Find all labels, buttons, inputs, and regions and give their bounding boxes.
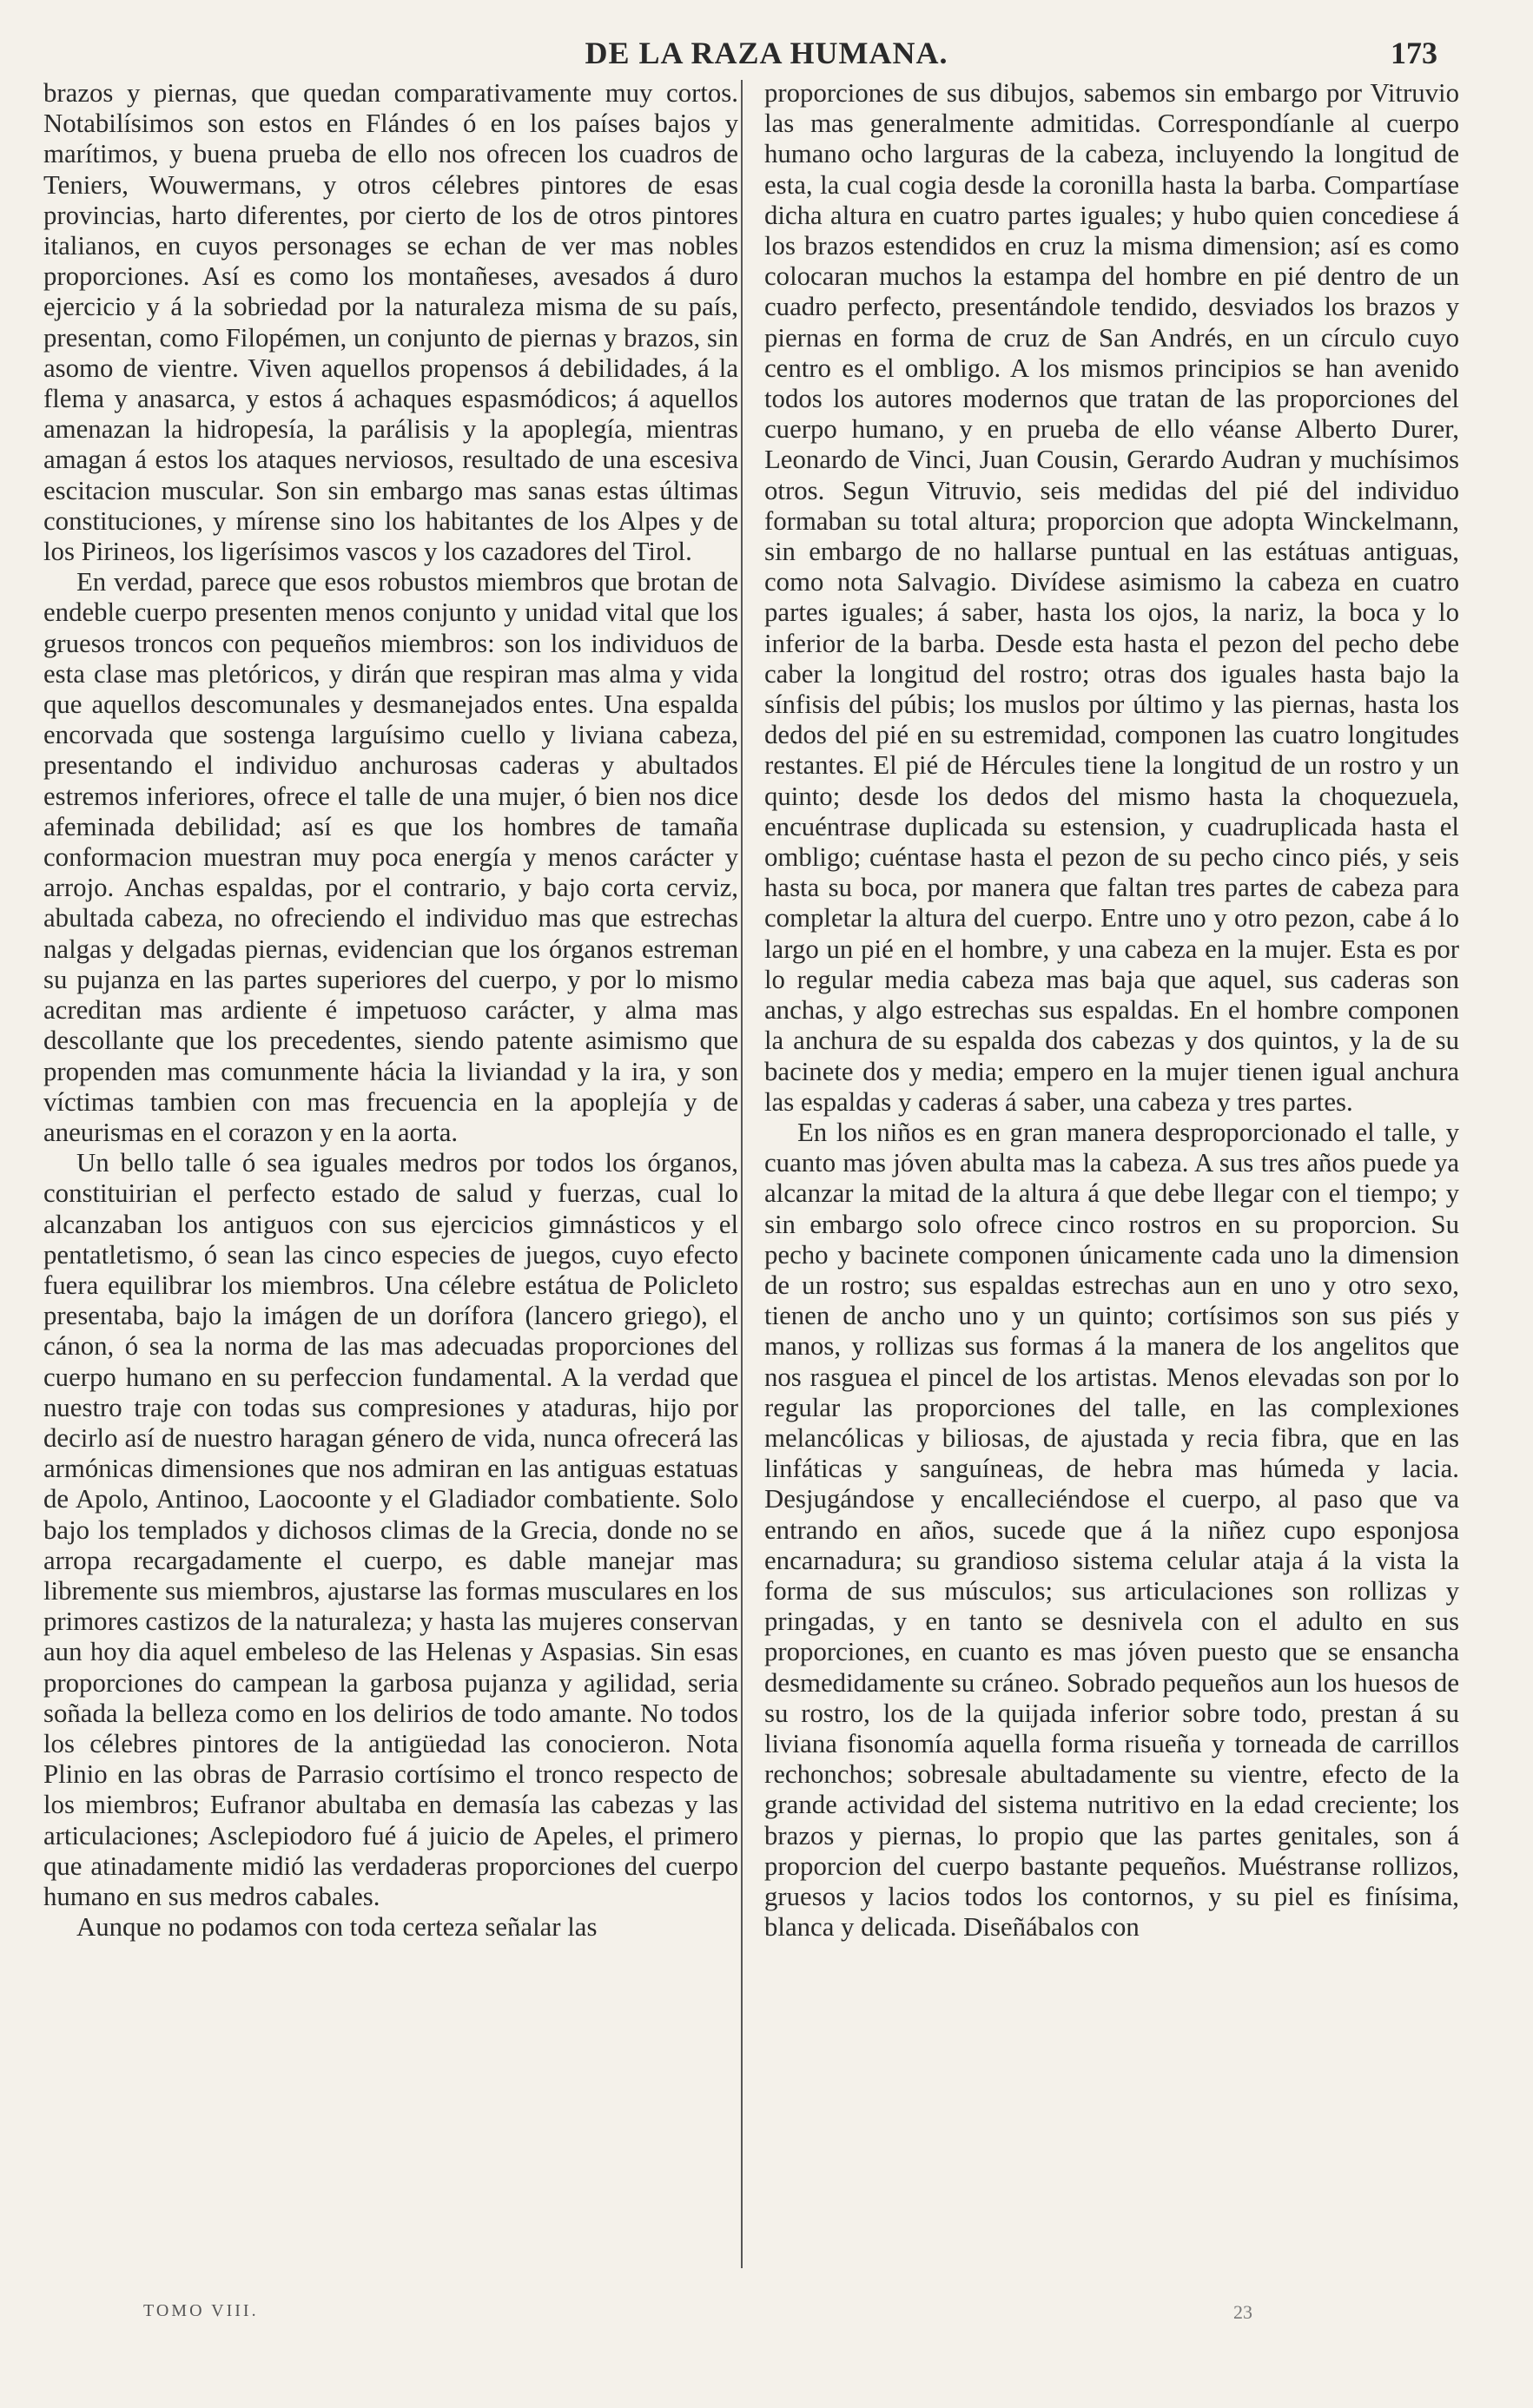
page-number: 173 <box>1391 36 1437 70</box>
running-title: DE LA RAZA HUMANA. <box>585 36 948 70</box>
paragraph: brazos y piernas, que quedan comparativamente muy cortos. Notabilísimos son estos en Flándes ó en los países bajos y marítimos, y buena prueba de ello nos ofrecen los cuadros de Teniers, Wouwermans, y otros célebres pintores de esas provincias, harto diferentes, por cierto de los de otros pintores italianos, en cuyos personages se echan de ver mas nobles proporciones. Así es como los montañeses, avesados á duro ejercicio y á la sobriedad por la naturaleza misma de su país, presentan, como Filopémen, un conjunto de piernas y brazos, sin asomo de vientre. Viven aquellos propensos á debilidades, á la flema y anasarca, y estos á achaques espasmódicos; á aquellos amenazan la hidropesía, la parálisis y la apoplegía, mientras amagan á estos los ataques nerviosos, resultado de una escesiva escitacion muscular. Son sin embargo mas sanas estas últimas constituciones, y mírense sino los habitantes de los Alpes y de los Pirineos, los ligerísimos vascos y los cazadores del Tirol. <box>43 78 738 567</box>
left-column <box>43 78 738 2275</box>
page-header <box>0 35 1533 78</box>
right-column <box>764 78 1459 2275</box>
paragraph: proporciones de sus dibujos, sabemos sin embargo por Vitruvio las mas generalmente admitidas. Correspondíanle al cuerpo humano ocho larguras de la cabeza, incluyendo la longitud de esta, la cual cogia desde la coronilla hasta la barba. Compartíase dicha altura en cuatro partes iguales; y hubo quien concediese á los brazos estendidos en cruz la misma dimension; así es como colocaran muchos la estampa del hombre en pié dentro de un cuadro perfecto, presentándole tendido, desviados los brazos y piernas en forma de cruz de San Andrés, en un círculo cuyo centro es el ombligo. A los mismos principios se han avenido todos los autores modernos que tratan de las proporciones del cuerpo humano, y en prueba de ello véanse Alberto Durer, Leonardo de Vinci, Juan Cousin, Gerardo Audran y muchísimos otros. Segun Vitruvio, seis medidas del pié del individuo formaban su total altura; proporcion que adopta Winckelmann, sin embargo de no hallarse puntual en las estátuas antiguas, como nota Salvagio. Divídese asimismo la cabeza en cuatro partes iguales; á saber, hasta los ojos, la nariz, la boca y lo inferior de la barba. Desde esta hasta el pezon del pecho debe caber la longitud del rostro; otras dos iguales hasta bajo la sínfisis del púbis; los muslos por último y las piernas, hasta los dedos del pié en su estremidad, componen las cuatro longitudes restantes. El pié de Hércules tiene la longitud de un rostro y un quinto; desde los dedos del mismo hasta la choquezuela, encuéntrase duplicada su estension, y cuadruplicada hasta el ombligo; cuéntase hasta el pezon de su pecho cinco piés, y seis hasta su boca, por manera que faltan tres partes de cabeza para completar la altura del cuerpo. Entre uno y otro pezon, cabe á lo largo un pié en el hombre, y una cabeza en la mujer. Esta es por lo regular media cabeza mas baja que aquel, sus caderas son anchas, y algo estrechas sus espaldas. En el hombre componen la anchura de su espalda dos cabezas y dos quintos, y la de su bacinete dos y media; empero en la mujer tienen igual anchura las espaldas y caderas á saber, una cabeza y tres partes. <box>764 78 1459 1117</box>
page-footer <box>0 2301 1533 2336</box>
volume-signature: TOMO VIII. <box>143 2301 259 2320</box>
sheet-signature: 23 <box>1233 2301 1252 2323</box>
paragraph: En los niños es en gran manera desproporcionado el talle, y cuanto mas jóven abulta mas la cabeza. A sus tres años puede ya alcanzar la mitad de la altura á que debe llegar con el tiempo; y sin embargo solo ofrece cinco rostros en su proporcion. Su pecho y bacinete componen únicamente cada uno la dimension de un rostro; sus espaldas estrechas aun en uno y otro sexo, tienen de ancho uno y un quinto; cortísimos son sus piés y manos, y rollizas sus formas á la manera de los angelitos que nos rasguea el pincel de los artistas. Menos elevadas son por lo regular las proporciones del talle, en las complexiones melancólicas y biliosas, de ajustada y recia fibra, que en las linfáticas y sanguíneas, de hebra mas húmeda y lacia. Desjugándose y encalleciéndose el cuerpo, al paso que va entrando en años, sucede que á la niñez cupo esponjosa encarnadura; su grandioso sistema celular ataja á la vista la forma de sus músculos; sus articulaciones son rollizas y pringadas, y en tanto se desnivela con el adulto en sus proporciones, en cuanto es mas jóven puesto que se ensancha desmedidamente su cráneo. Sobrado pequeños aun los huesos de su rostro, los de la quijada inferior sobre todo, prestan á su liviana fisonomía aquella forma risueña y torneada de carrillos rechonchos; sobresale abultadamente su vientre, efecto de la grande actividad del sistema nutritivo en la edad creciente; los brazos y piernas, lo propio que las partes genitales, son á proporcion del cuerpo bastante pequeños. Muéstranse rollizos, gruesos y lacios todos los contornos, y su piel es finísima, blanca y delicada. Diseñábalos con <box>764 1117 1459 1943</box>
paragraph: Aunque no podamos con toda certeza señalar las <box>76 1912 598 1943</box>
column-divider <box>741 80 743 2268</box>
paragraph: En verdad, parece que esos robustos miembros que brotan de endeble cuerpo presenten menos conjunto y unidad vital que los gruesos troncos con pequeños miembros: son los individuos de esta clase mas pletóricos, y dirán que respiran mas alma y vida que aquellos descomunales y desmanejados entes. Una espalda encorvada que sostenga larguísimo cuello y liviana cabeza, presentando el individuo anchurosas caderas y abultados estremos inferiores, ofrece el talle de una mujer, ó bien nos dice afeminada debilidad; así es que los hombres de tamaña conformacion muestran muy poca energía y menos carácter y arrojo. Anchas espaldas, por el contrario, y bajo corta cerviz, abultada cabeza, no ofreciendo el individuo mas que estrechas nalgas y delgadas piernas, evidencian que los órganos estreman su pujanza en las partes superiores del cuerpo, y por lo mismo acreditan mas ardiente é impetuoso carácter, y alma mas descollante que los precedentes, siendo patente asimismo que propenden mas comunmente hácia la liviandad y la ira, y son víctimas tambien con mas frecuencia en la apoplejía y de aneurismas en el corazon y en la aorta. <box>43 567 738 1147</box>
paragraph: Un bello talle ó sea iguales medros por todos los órganos, constituirian el perfecto estado de salud y fuerzas, cual lo alcanzaban los antiguos con sus ejercicios gimnásticos y el pentatletismo, ó sean las cinco especies de juegos, cuyo efecto fuera equilibrar los miembros. Una célebre estátua de Policleto presentaba, bajo la imágen de un dorífora (lancero griego), el cánon, ó sea la norma de las mas adecuadas proporciones del cuerpo humano en su perfeccion fundamental. A la verdad que nuestro traje con todas sus compresiones y ataduras, hijo por decirlo así de nuestro haragan género de vida, nunca ofrecerá las armónicas dimensiones que nos admiran en las antiguas estatuas de Apolo, Antinoo, Laocoonte y el Gladiador combatiente. Solo bajo los templados y dichosos climas de la Grecia, donde no se arropa recargadamente el cuerpo, es dable manejar mas libremente sus miembros, ajustarse las formas musculares en los primores castizos de la naturaleza; y hasta las mujeres conservan aun hoy dia aquel embeleso de las Helenas y Aspasias. Sin esas proporciones do campean la garbosa pujanza y agilidad, seria soñada la belleza como en los delirios de todo amante. No todos los célebres pintores de la antigüedad las conocieron. Nota Plinio en las obras de Parrasio cortísimo el tronco respecto de los miembros; Eufranor abultaba en demasía las cabezas y las articulaciones; Asclepiodoro fué á juicio de Apeles, el primero que atinadamente midió las verdaderas proporciones del cuerpo humano en sus medros cabales. <box>43 1148 738 1911</box>
